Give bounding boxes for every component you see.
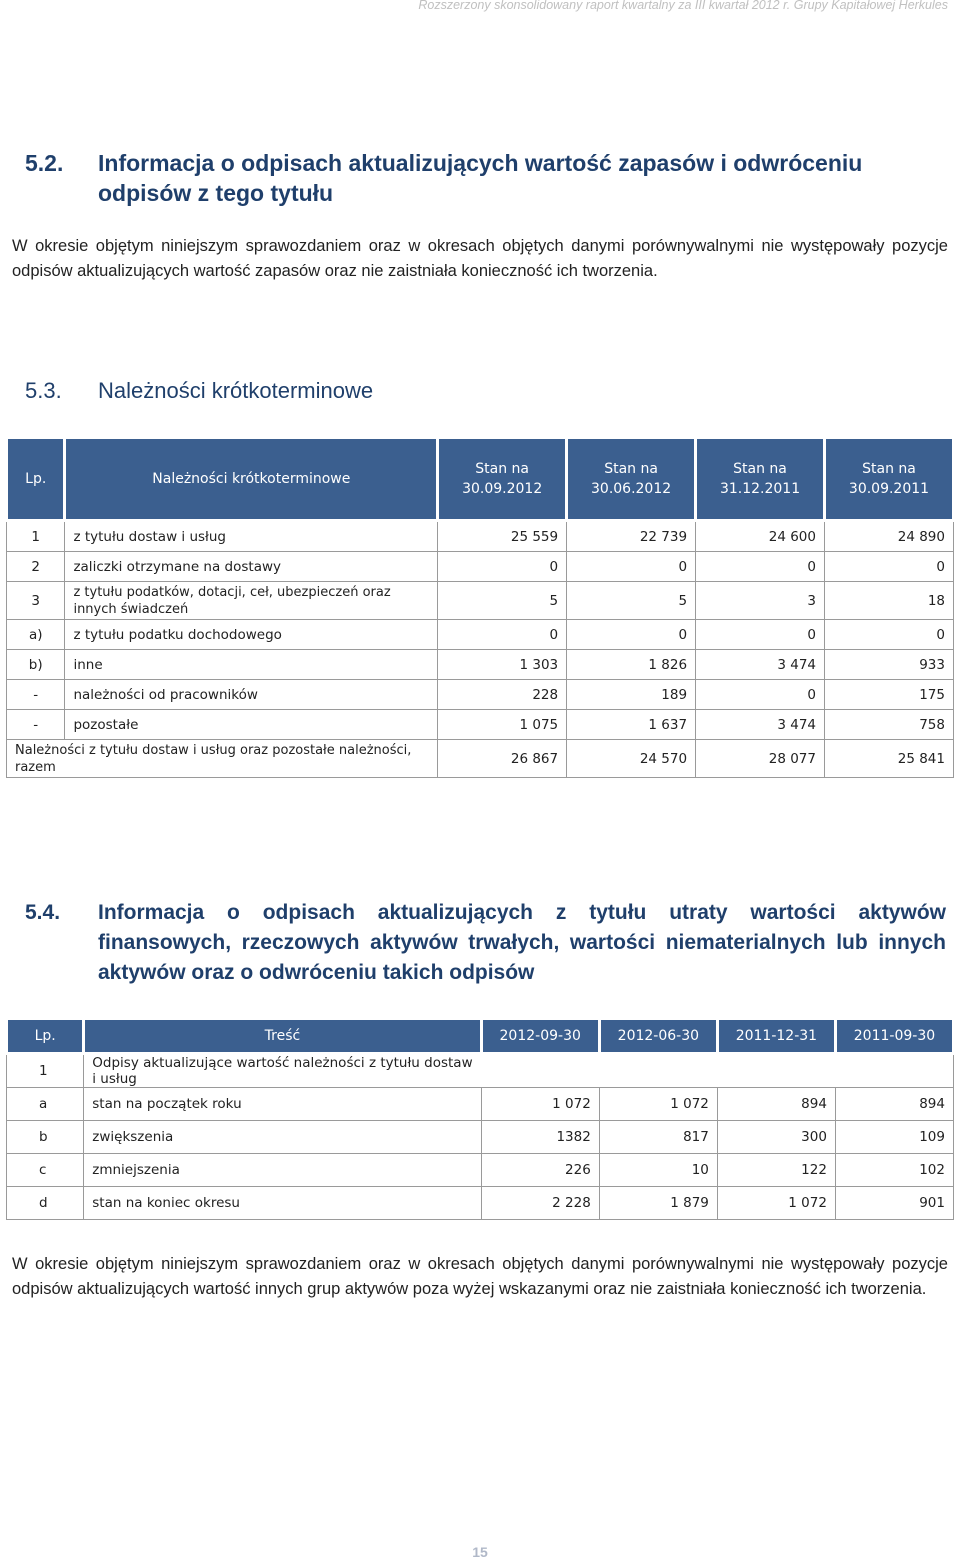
column-header: Stan na 31.12.2011 [696, 438, 825, 521]
row-number: b) [7, 650, 65, 680]
cell-value: 901 [835, 1187, 953, 1220]
cell-value: 24 600 [696, 521, 825, 552]
column-header: 2012-06-30 [599, 1019, 717, 1054]
column-header: Lp. [7, 1019, 84, 1054]
section-number: 5.3. [25, 378, 62, 403]
row-number: a [7, 1088, 84, 1121]
cell-value: 109 [835, 1121, 953, 1154]
column-header: Należności krótkoterminowe [65, 438, 438, 521]
cell-value: 18 [825, 582, 954, 620]
table-header-row [7, 1019, 954, 1054]
section-number: 5.4. [25, 901, 61, 924]
section-title: Informacja o odpisach aktualizujących z tytułu utraty wartości aktywów finansowych, rzeczowych aktywów trwałych, wartości niematerialnych lub innych aktywów oraz o odwróceniu takich odpisów [98, 901, 946, 984]
row-label: inne [65, 650, 438, 680]
cell-value: 1 072 [717, 1187, 835, 1220]
cell-value: 1 075 [438, 710, 567, 740]
row-number: 1 [7, 1054, 84, 1088]
total-value: 26 867 [438, 740, 567, 778]
cell-value: 1 637 [567, 710, 696, 740]
section-title: Należności krótkoterminowe [98, 378, 374, 403]
table-row [7, 1187, 954, 1220]
cell-value: 5 [438, 582, 567, 620]
row-label: pozostałe [65, 710, 438, 740]
cell-value: 817 [599, 1121, 717, 1154]
section-number: 5.2. [25, 150, 64, 176]
cell-value: 0 [696, 680, 825, 710]
row-number: c [7, 1154, 84, 1187]
section-5-2-paragraph: W okresie objętym niniejszym sprawozdaniem oraz w okresach objętych danymi porównywalnymi nie występowały pozycje odpisów aktualizujących wartość zapasów oraz nie zaistniała konieczność ich tworzenia. [12, 237, 948, 280]
cell-value: 300 [717, 1121, 835, 1154]
cell-value: 3 [696, 582, 825, 620]
cell-value: 1 879 [599, 1187, 717, 1220]
column-header: Lp. [7, 438, 65, 521]
row-number: d [7, 1187, 84, 1220]
row-number: b [7, 1121, 84, 1154]
cell-value: 0 [567, 620, 696, 650]
table-row [7, 1088, 954, 1121]
cell-value: 0 [825, 552, 954, 582]
row-number: - [7, 710, 65, 740]
row-label: z tytułu podatku dochodowego [65, 620, 438, 650]
row-label: zmniejszenia [84, 1154, 481, 1187]
column-header: 2011-09-30 [835, 1019, 953, 1054]
cell-value: 1382 [481, 1121, 599, 1154]
row-label: Odpisy aktualizujące wartość należności z tytułu dostaw i usług [84, 1054, 481, 1088]
column-header: 2011-12-31 [717, 1019, 835, 1054]
page-number: 15 [472, 1544, 488, 1560]
column-header: Stan na 30.06.2012 [567, 438, 696, 521]
table-row [7, 521, 954, 552]
table-header-row [7, 438, 954, 521]
row-label: z tytułu podatków, dotacji, ceł, ubezpieczeń oraz innych świadczeń [65, 582, 438, 620]
row-label: stan na początek roku [84, 1088, 481, 1121]
column-header: Stan na 30.09.2011 [825, 438, 954, 521]
cell-value: 0 [438, 552, 567, 582]
row-label: zwiększenia [84, 1121, 481, 1154]
cell-value: 22 739 [567, 521, 696, 552]
column-header: 2012-09-30 [481, 1019, 599, 1054]
cell-value: 24 890 [825, 521, 954, 552]
row-number: - [7, 680, 65, 710]
row-label: zaliczki otrzymane na dostawy [65, 552, 438, 582]
running-header: Rozszerzony skonsolidowany raport kwartalny za III kwartał 2012 r. Grupy Kapitałowej Herkules [418, 0, 948, 12]
table-row [7, 620, 954, 650]
impairment-table [5, 1017, 955, 1220]
cell-value [717, 1054, 835, 1088]
cell-value: 894 [717, 1088, 835, 1121]
cell-value: 1 072 [599, 1088, 717, 1121]
cell-value: 0 [696, 620, 825, 650]
cell-value: 1 826 [567, 650, 696, 680]
table-row [7, 1054, 954, 1088]
cell-value: 3 474 [696, 710, 825, 740]
row-label: należności od pracowników [65, 680, 438, 710]
section-5-4-paragraph: W okresie objętym niniejszym sprawozdaniem oraz w okresach objętych danymi porównywalnymi nie występowały pozycje odpisów aktualizujących wartość innych grup aktywów poza wyżej wskazanymi oraz nie zaistniała konieczność ich tworzenia. [12, 1255, 948, 1298]
cell-value: 5 [567, 582, 696, 620]
row-label: z tytułu dostaw i usług [65, 521, 438, 552]
row-number: 1 [7, 521, 65, 552]
cell-value: 228 [438, 680, 567, 710]
cell-value: 3 474 [696, 650, 825, 680]
cell-value: 0 [438, 620, 567, 650]
table-row [7, 552, 954, 582]
table-total-row [7, 740, 954, 778]
cell-value: 0 [567, 552, 696, 582]
cell-value [835, 1054, 953, 1088]
cell-value: 1 072 [481, 1088, 599, 1121]
total-value: 24 570 [567, 740, 696, 778]
cell-value: 894 [835, 1088, 953, 1121]
cell-value: 933 [825, 650, 954, 680]
total-value: 28 077 [696, 740, 825, 778]
cell-value: 0 [825, 620, 954, 650]
cell-value: 0 [696, 552, 825, 582]
row-number: 3 [7, 582, 65, 620]
table-row [7, 1121, 954, 1154]
table-row [7, 650, 954, 680]
total-value: 25 841 [825, 740, 954, 778]
cell-value: 226 [481, 1154, 599, 1187]
row-number: a) [7, 620, 65, 650]
cell-value [599, 1054, 717, 1088]
column-header: Stan na 30.09.2012 [438, 438, 567, 521]
cell-value: 1 303 [438, 650, 567, 680]
cell-value: 102 [835, 1154, 953, 1187]
table-row [7, 680, 954, 710]
column-header: Treść [84, 1019, 481, 1054]
receivables-table [5, 436, 955, 778]
cell-value: 175 [825, 680, 954, 710]
table-row [7, 1154, 954, 1187]
cell-value: 758 [825, 710, 954, 740]
section-title: Informacja o odpisach aktualizujących wartość zapasów i odwróceniu odpisów z tego tytułu [98, 150, 863, 206]
total-label: Należności z tytułu dostaw i usług oraz pozostałe należności, razem [7, 740, 438, 778]
cell-value: 189 [567, 680, 696, 710]
cell-value: 10 [599, 1154, 717, 1187]
table-row [7, 582, 954, 620]
cell-value: 2 228 [481, 1187, 599, 1220]
row-number: 2 [7, 552, 65, 582]
row-label: stan na koniec okresu [84, 1187, 481, 1220]
cell-value [481, 1054, 599, 1088]
cell-value: 25 559 [438, 521, 567, 552]
table-row [7, 710, 954, 740]
cell-value: 122 [717, 1154, 835, 1187]
